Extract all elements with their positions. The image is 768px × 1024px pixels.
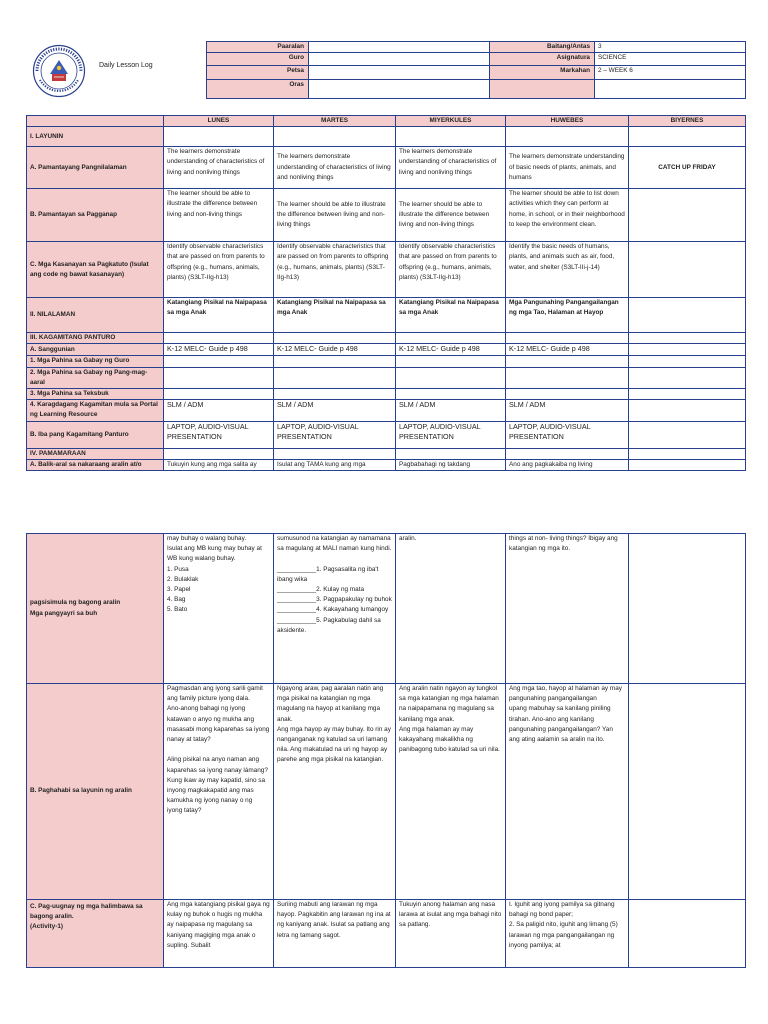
cell-huwebes: Ang mga tao, hayop at halaman ay may pangunahing pangangailangan upang mabuhay sa kanilang piniling tirahan. Ano-ano ang kanilang pangunahing pangangailangan? Yan ang ating aalamin sa aralin na ito.: [506, 684, 629, 900]
cell-miyerkules: Tukuyin anong halaman ang nasa larawa at isulat ang mga bahagi nito sa patlang.: [396, 900, 506, 968]
sanggunian-row: [27, 344, 746, 356]
iba-pa-row: [27, 421, 746, 448]
cell-martes: SLM / ADM: [274, 400, 396, 421]
gabay-mag-aaral-row: [27, 367, 746, 388]
cell-lunes: SLM / ADM: [164, 400, 274, 421]
paghahabi-label: B. Paghahabi sa layunin ng aralin: [27, 684, 164, 900]
cell-huwebes: things at non- living things? Ibigay ang katangian ng mga ito.: [506, 534, 629, 684]
cell-martes: LAPTOP, AUDIO-VISUAL PRESENTATION: [274, 421, 396, 448]
teksbuk-row: [27, 389, 746, 400]
asignatura-label: Asignatura: [490, 53, 595, 66]
paaralan-value: [309, 42, 490, 53]
lesson-table-page-2: [26, 533, 746, 968]
cell-biyernes: [629, 298, 746, 333]
cell-huwebes: I. Iguhit ang iyong pamilya sa gitnang bahagi ng bond paper; 2. Sa paligid nito, iguhit ang limang (5) larawan ng mga pangangailangan ng inyong pamilya; at: [506, 900, 629, 968]
cell-huwebes: K-12 MELC- Guide p 498: [506, 344, 629, 356]
cell-lunes: The learner should be able to illustrate the difference between living and non-living things: [164, 189, 274, 242]
gabay-mag-aaral-label: 2. Mga Pahina sa Gabay ng Pang-mag-aaral: [27, 367, 164, 388]
cell-biyernes: [629, 459, 746, 470]
corner-cell: [27, 116, 164, 127]
header-row-paaralan: [207, 42, 746, 53]
cell-huwebes: The learners demonstrate understanding of basic needs of plants, animals, and humans: [506, 147, 629, 189]
section-kagamitang-row: [27, 333, 746, 344]
cell-miyerkules: Identify observable characteristics that are passed on from parents to offspring (e.g., humans, animals, plants) (S3LT-IIg-h13): [396, 242, 506, 298]
cell-miyerkules: aralin.: [396, 534, 506, 684]
cell-huwebes: Ano ang pagkakaiba ng living: [506, 459, 629, 470]
balik-aral-row: [27, 459, 746, 470]
markahan-value: 2 – WEEK 6: [595, 66, 746, 80]
cell-biyernes: [629, 242, 746, 298]
pamantayan-pagganap-label: B. Pamantayan sa Pagganap: [27, 189, 164, 242]
day-miyerkules: MIYERKULES: [396, 116, 506, 127]
cell-martes: Ngayong araw, pag aaralan natin ang mga pisikal na katangian ng mga magulang na hayop at kanilang mga anak. Ang mga hayop ay may buhay. Ito rin ay nanganganak ng katulad sa uri lamang nila. Ang makatulad na uri ng hayop ay parehe ang mga pisikal na katangian.: [274, 684, 396, 900]
pagsisimula-label: pagsisimula ng bagong aralin Mga pangyayri sa buh: [27, 534, 164, 684]
kasanayan-label: C. Mga Kasanayan sa Pagkatuto (Isulat ang code ng bawat kasanayan): [27, 242, 164, 298]
cell-lunes: may buhay o walang buhay. Isulat ang MB kung may buhay at WB kung walang buhay. 1. Pusa 2. Bulaklak 3. Papel 4. Bag 5. Bato: [164, 534, 274, 684]
cell-lunes: Pagmasdan ang iyong sarili gamit ang family picture iyong dala. Ano-anong bahagi ng iyong katawan o anyo ng mukha ang masasabi mong kaparehas sa iyong nanay at tatay? Aling pisikal na anyo naman ang kaparehas sa iyong nanay lámang? Kung ikaw ay may kapatid, sino sa inyong magkakapatid ang mas kamukha ng iyong nanay o ng iyong tatay?: [164, 684, 274, 900]
cell-lunes: The learners demonstrate understanding of characteristics of living and nonliving things: [164, 147, 274, 189]
gabay-guro-label: 1. Mga Pahina sa Gabay ng Guro: [27, 356, 164, 367]
karagdagang-label: 4. Karagdagang Kagamitan mula sa Portal ng Learning Resource: [27, 400, 164, 421]
cell-miyerkules: SLM / ADM: [396, 400, 506, 421]
pamantayang-pangnilalaman-row: [27, 147, 746, 189]
asignatura-value: SCIENCE: [595, 53, 746, 66]
lesson-table-page-1: [26, 115, 746, 471]
section-nilalaman-label: II. NILALAMAN: [27, 298, 164, 333]
oras-value: [309, 80, 490, 99]
cell-lunes: Ang mga katangiang pisikal gaya ng kulay ng buhok o hugis ng mukha ay naipapasa ng magulang sa kaniyang magiging mga anak o supling. Subalit: [164, 900, 274, 968]
pagsisimula-row: [27, 534, 746, 684]
cell-huwebes: Identify the basic needs of humans, plants, and animals such as air, food, water, and shelter (S3LT-IIi-j-14): [506, 242, 629, 298]
section-kagamitang-label: III. KAGAMITANG PANTURO: [27, 333, 164, 344]
section-pamamaraan-row: [27, 448, 746, 459]
cell-huwebes: SLM / ADM: [506, 400, 629, 421]
blank-value: [595, 80, 746, 99]
gabay-guro-row: [27, 356, 746, 367]
pamantayang-pangnilalaman-label: A. Pamantayang Pangnilalaman: [27, 147, 164, 189]
cell-martes: K-12 MELC- Guide p 498: [274, 344, 396, 356]
cell-biyernes: [629, 400, 746, 421]
pag-uugnay-row: [27, 900, 746, 968]
paaralan-label: Paaralan: [207, 42, 309, 53]
day-header-row: [27, 116, 746, 127]
cell-martes: The learners demonstrate understanding of characteristics of living and nonliving things: [274, 147, 396, 189]
cell-martes: Suriing mabuti ang larawan ng mga hayop. Pagkabitin ang larawan ng ina at ng kaniyang anak. Isulat sa patlang ang letra ng tamang sagot.: [274, 900, 396, 968]
cell-biyernes: [629, 684, 746, 900]
day-martes: MARTES: [274, 116, 396, 127]
iba-pa-label: B. Iba pang Kagamitang Panturo: [27, 421, 164, 448]
day-huwebes: HUWEBES: [506, 116, 629, 127]
cell-martes: The learner should be able to illustrate the difference between living and non-living things: [274, 189, 396, 242]
markahan-label: Markahan: [490, 66, 595, 80]
deped-seal-icon: [32, 44, 86, 98]
pag-uugnay-label: C. Pag-uugnay ng mga halimbawa sa bagong aralin. (Activity-1): [27, 900, 164, 968]
petsa-value: [309, 66, 490, 80]
cell-miyerkules: Pagbabahagi ng takdang: [396, 459, 506, 470]
cell-martes: Isulat ang TAMA kung ang mga: [274, 459, 396, 470]
cell-miyerkules: Katangiang Pisikal na Naipapasa sa mga Anak: [396, 298, 506, 333]
cell-lunes: Katangiang Pisikal na Naipapasa sa mga Anak: [164, 298, 274, 333]
teksbuk-label: 3. Mga Pahina sa Teksbuk: [27, 389, 164, 400]
pamantayan-pagganap-row: [27, 189, 746, 242]
section-layunin-label: I. LAYUNIN: [27, 127, 164, 147]
cell-lunes: K-12 MELC- Guide p 498: [164, 344, 274, 356]
karagdagang-row: [27, 400, 746, 421]
paghahabi-row: [27, 684, 746, 900]
header-logo-area: [26, 41, 206, 100]
cell-biyernes: [629, 421, 746, 448]
oras-label: Oras: [207, 80, 309, 99]
cell-huwebes: LAPTOP, AUDIO-VISUAL PRESENTATION: [506, 421, 629, 448]
header-row-guro: [207, 53, 746, 66]
cell-biyernes: [629, 344, 746, 356]
cell-huwebes: Mga Pangunahing Pangangailangan ng mga Tao, Halaman at Hayop: [506, 298, 629, 333]
nilalaman-row: [27, 298, 746, 333]
guro-value: [309, 53, 490, 66]
cell-lunes: Tukuyin kung ang mga salita ay: [164, 459, 274, 470]
cell-martes: Katangiang Pisikal na Naipapasa sa mga Anak: [274, 298, 396, 333]
cell-martes: Identify observable characteristics that are passed on from parents to offspring (e.g., humans, animals, plants) (S3LT-IIg-h13): [274, 242, 396, 298]
day-biyernes: BIYERNES: [629, 116, 746, 127]
cell-miyerkules: LAPTOP, AUDIO-VISUAL PRESENTATION: [396, 421, 506, 448]
cell-biyernes: [629, 900, 746, 968]
cell-lunes: LAPTOP, AUDIO-VISUAL PRESENTATION: [164, 421, 274, 448]
kasanayan-row: [27, 242, 746, 298]
guro-label: Guro: [207, 53, 309, 66]
cell-lunes: Identify observable characteristics that are passed on from parents to offspring (e.g., humans, animals, plants) (S3LT-IIg-h13): [164, 242, 274, 298]
header-row-petsa: [207, 66, 746, 80]
petsa-label: Petsa: [207, 66, 309, 80]
balik-aral-label: A. Balik-aral sa nakaraang aralin at/o: [27, 459, 164, 470]
cell-miyerkules: The learners demonstrate understanding of characteristics of living and nonliving things: [396, 147, 506, 189]
baitang-label: Baitang/Antas: [490, 42, 595, 53]
catch-up-friday: CATCH UP FRIDAY: [629, 147, 746, 189]
cell-biyernes: [629, 534, 746, 684]
header-row-oras: [207, 80, 746, 99]
cell-miyerkules: Ang aralin natin ngayon ay tungkol sa mga katangian ng mga halaman na naipapamana ng magulang sa kanilang mga anak. Ang mga halaman ay may kakayahang makalikha ng panibagong tubo katulad sa uri nila.: [396, 684, 506, 900]
header-info-table: [206, 41, 746, 99]
section-layunin-row: [27, 127, 746, 147]
day-lunes: LUNES: [164, 116, 274, 127]
cell-huwebes: The learner should be able to list down activities which they can perform at home, in school, or in their neighborhood to keep the environment clean.: [506, 189, 629, 242]
cell-miyerkules: K-12 MELC- Guide p 498: [396, 344, 506, 356]
blank-label: [490, 80, 595, 99]
section-pamamaraan-label: IV. PAMAMARAAN: [27, 448, 164, 459]
baitang-value: 3: [595, 42, 746, 53]
daily-lesson-log-title: Daily Lesson Log: [99, 62, 153, 69]
cell-biyernes: [629, 189, 746, 242]
sanggunian-label: A. Sanggunian: [27, 344, 164, 356]
cell-martes: sumusunod na katangian ay namamana sa magulang at MALI naman kung hindi. ___________1. Pagsasalita ng iba't ibang wika ___________2. Kulay ng mata ___________3. Pagpapakulay ng buhok ___________4. Kakayahang lumangoy ___________5. Pagkabulag dahil sa aksidente.: [274, 534, 396, 684]
cell-miyerkules: The learner should be able to illustrate the difference between living and non-living things: [396, 189, 506, 242]
